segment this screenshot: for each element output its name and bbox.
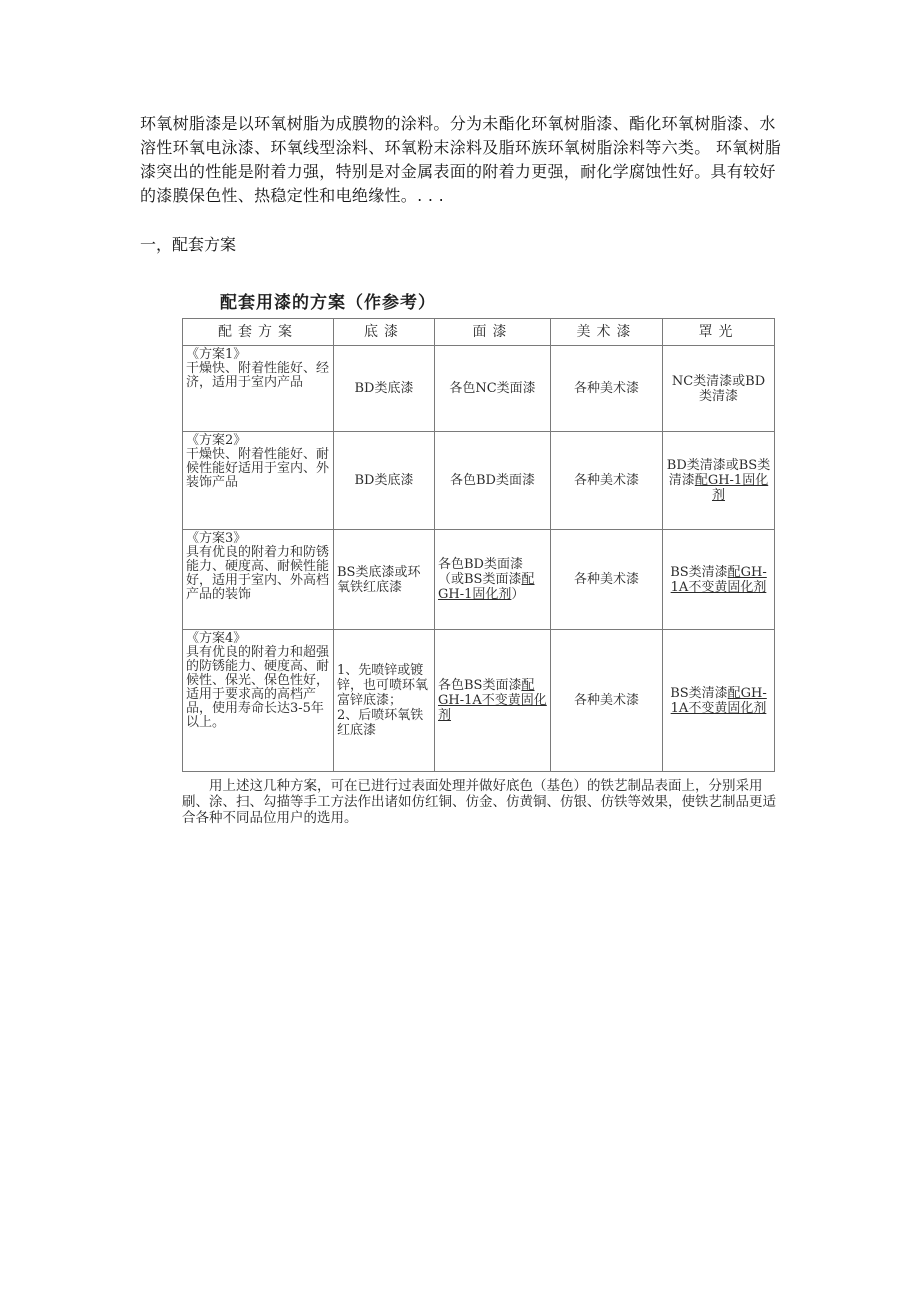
plan-cell	[183, 346, 334, 432]
table-row	[183, 432, 775, 530]
plan-description: 具有优良的附着力和防锈能力、硬度高、耐候性能好，适用于室内、外高档产品的装饰	[186, 545, 330, 602]
topcoat-tail: ）	[511, 587, 525, 602]
header-plan: 配套方案	[183, 319, 334, 346]
header-topcoat: 面漆	[435, 319, 551, 346]
plan-cell	[183, 630, 334, 772]
varnish-hardener: 配GH-1A不变黄固化剂	[670, 685, 767, 716]
intro-paragraph: 环氧树脂漆是以环氧树脂为成膜物的涂料。分为未酯化环氧树脂漆、酯化环氧树脂漆、水溶性环氧电泳漆、环氧线型涂料、环氧粉末涂料及脂环族环氧树脂涂料等六类。 环氧树脂漆突出的性能是附着力强，特别是对金属表面的附着力更强，耐化学腐蚀性好。具有较好的漆膜保色性、热稳定性和电绝缘性。. . .	[140, 114, 782, 205]
header-primer: 底漆	[334, 319, 435, 346]
topcoat-text: 各色BS类面漆	[438, 678, 522, 693]
varnish-cell	[663, 530, 775, 630]
topcoat-cell	[435, 530, 551, 630]
varnish-text: BS类清漆	[670, 685, 728, 701]
table-row	[183, 530, 775, 630]
topcoat-hardener: 配GH-1A不变黄固化剂	[438, 678, 547, 723]
varnish-hardener: 配GH-1固化剂	[694, 473, 769, 503]
header-varnish: 罩光	[663, 319, 775, 346]
art-paint-cell: 各种美术漆	[551, 432, 663, 530]
primer-cell: BS类底漆或环氧铁红底漆	[334, 530, 435, 630]
plan-name: 《方案3》	[186, 531, 247, 546]
topcoat-text: 各色BD类面漆（或BS类面漆	[438, 557, 523, 587]
header-art-paint: 美术漆	[551, 319, 663, 346]
plan-cell	[183, 432, 334, 530]
varnish-text: NC类清漆或BD类清漆	[671, 373, 766, 404]
art-paint-cell: 各种美术漆	[551, 346, 663, 432]
topcoat-cell: 各色BD类面漆	[435, 432, 551, 530]
scheme-figure	[182, 290, 778, 826]
table-header-row	[183, 319, 775, 346]
primer-cell: 1、先喷锌或镀锌，也可喷环氧富锌底漆； 2、后喷环氧铁红底漆	[334, 630, 435, 772]
primer-cell: BD类底漆	[334, 432, 435, 530]
art-paint-cell: 各种美术漆	[551, 530, 663, 630]
primer-cell: BD类底漆	[334, 346, 435, 432]
varnish-cell	[663, 346, 775, 432]
scheme-table	[182, 318, 775, 772]
plan-description: 具有优良的附着力和超强的防锈能力、硬度高、耐候性、保光、保色性好，适用于要求高的高档产品，使用寿命长达3-5年以上。	[186, 645, 330, 730]
table-title: 配套用漆的方案（作参考）	[220, 293, 436, 313]
plan-cell	[183, 530, 334, 630]
varnish-text: BS类清漆	[670, 564, 728, 580]
plan-description: 干燥快、附着性能好、耐候性能好适用于室内、外装饰产品	[186, 447, 330, 490]
varnish-text: BD类清漆或BS类清漆	[666, 458, 771, 488]
topcoat-hardener: 配GH-1固化剂	[438, 572, 535, 602]
plan-name: 《方案1》	[186, 347, 247, 362]
plan-name: 《方案2》	[186, 433, 247, 448]
table-row	[183, 346, 775, 432]
topcoat-cell	[435, 630, 551, 772]
plan-description: 干燥快、附着性能好、经济，适用于室内产品	[186, 361, 330, 390]
section-heading: 一，配套方案	[140, 235, 237, 254]
varnish-cell	[663, 432, 775, 530]
varnish-hardener: 配GH-1A不变黄固化剂	[670, 564, 767, 595]
plan-name: 《方案4》	[186, 631, 247, 646]
usage-note: 用上述这几种方案，可在已进行过表面处理并做好底色（基色）的铁艺制品表面上，分别采用刷、涂、扫、勾描等手工方法作出诸如仿红铜、仿金、仿黄铜、仿银、仿铁等效果，使铁艺制品更适合各种不同品位用户的选用。	[182, 778, 776, 826]
table-row	[183, 630, 775, 772]
varnish-cell	[663, 630, 775, 772]
art-paint-cell: 各种美术漆	[551, 630, 663, 772]
topcoat-cell: 各色NC类面漆	[435, 346, 551, 432]
